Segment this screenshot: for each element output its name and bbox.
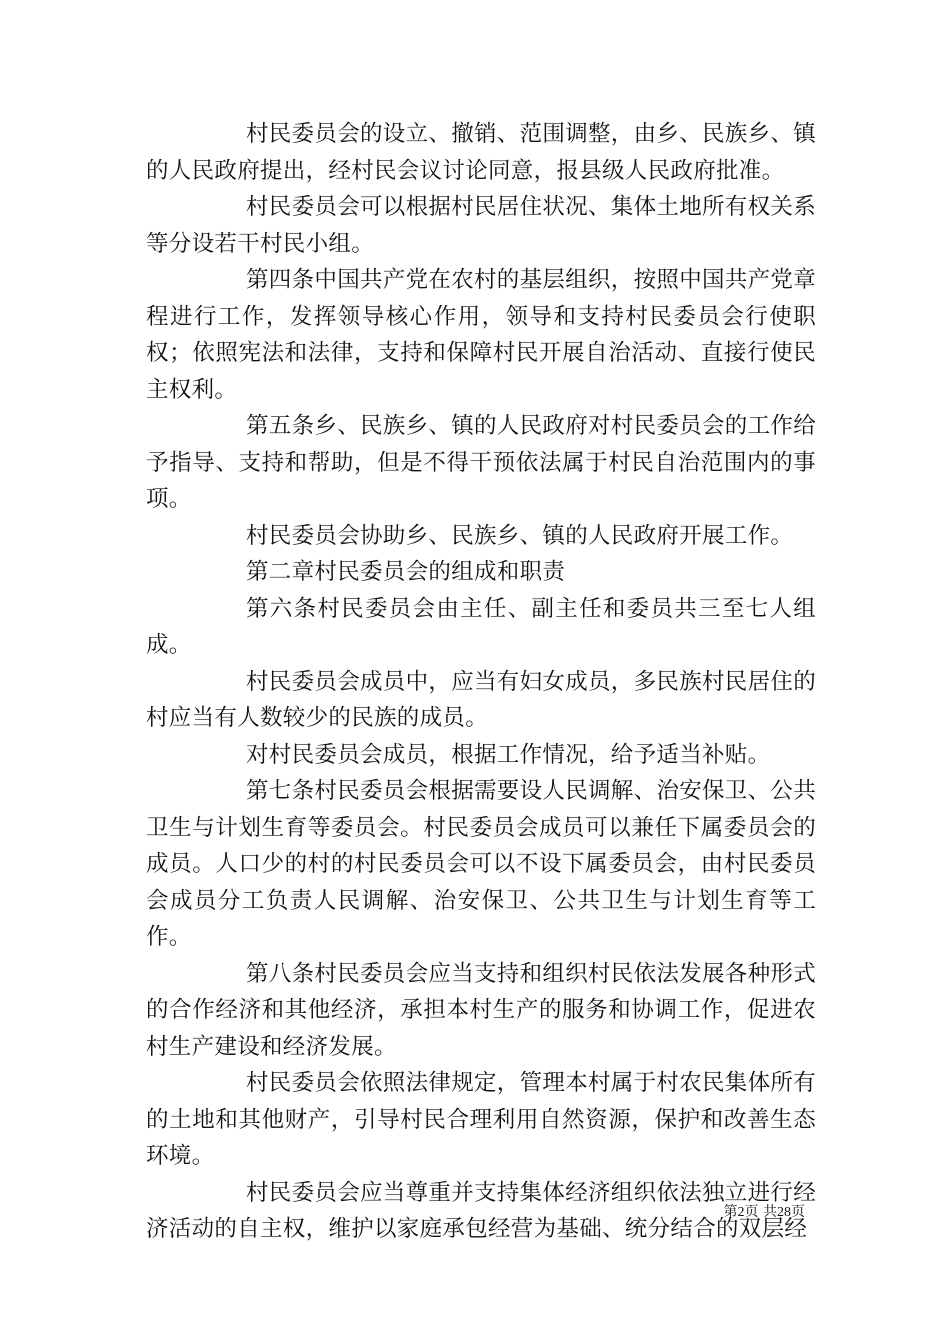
footer-current-page: 2 xyxy=(737,1205,745,1220)
footer-suffix: 页 xyxy=(791,1204,805,1220)
page-footer xyxy=(724,1203,805,1222)
paragraph-8: 村民委员会成员中，应当有妇女成员，多民族村民居住的村应当有人数较少的民族的成员。 xyxy=(146,668,817,731)
paragraph-12: 村民委员会依照法律规定，管理本村属于村农民集体所有的土地和其他财产，引导村民合理利用自然资源，保护和改善生态环境。 xyxy=(146,1070,817,1169)
paragraph-2: 村民委员会可以根据村民居住状况、集体土地所有权关系等分设若干村民小组。 xyxy=(146,194,817,257)
paragraph-3: 第四条中国共产党在农村的基层组织，按照中国共产党章程进行工作，发挥领导核心作用，领导和支持村民委员会行使职权；依照宪法和法律，支持和保障村民开展自治活动、直接行使民主权利。 xyxy=(146,267,817,403)
body-text xyxy=(146,116,816,1248)
paragraph-1: 村民委员会的设立、撤销、范围调整，由乡、民族乡、镇的人民政府提出，经村民会议讨论同意，报县级人民政府批准。 xyxy=(146,121,817,184)
paragraph-7: 第六条村民委员会由主任、副主任和委员共三至七人组成。 xyxy=(146,595,816,658)
footer-middle: 页 共 xyxy=(744,1204,777,1220)
paragraph-5: 村民委员会协助乡、民族乡、镇的人民政府开展工作。 xyxy=(246,522,794,549)
chapter-heading: 第二章村民委员会的组成和职责 xyxy=(246,559,566,585)
footer-total-pages: 28 xyxy=(777,1205,791,1220)
paragraph-11: 第八条村民委员会应当支持和组织村民依法发展各种形式的合作经济和其他经济，承担本村生产的服务和协调工作，促进农村生产建设和经济发展。 xyxy=(146,960,817,1060)
footer-prefix: 第 xyxy=(723,1204,738,1220)
paragraph-13: 村民委员会应当尊重并支持集体经济组织依法独立进行经济活动的自主权，维护以家庭承包经营为基础、统分结合的双层经 xyxy=(146,1179,817,1242)
paragraph-4: 第五条乡、民族乡、镇的人民政府对村民委员会的工作给予指导、支持和帮助，但是不得干预依法属于村民自治范围内的事项。 xyxy=(146,413,817,512)
paragraph-10: 第七条村民委员会根据需要设人民调解、治安保卫、公共卫生与计划生育等委员会。村民委员会成员可以兼任下属委员会的成员。人口少的村的村民委员会可以不设下属委员会，由村民委员会成员分工负责人民调解、治安保卫、公共卫生与计划生育等工作。 xyxy=(146,778,817,950)
paragraph-9: 对村民委员会成员，根据工作情况，给予适当补贴。 xyxy=(246,741,771,768)
